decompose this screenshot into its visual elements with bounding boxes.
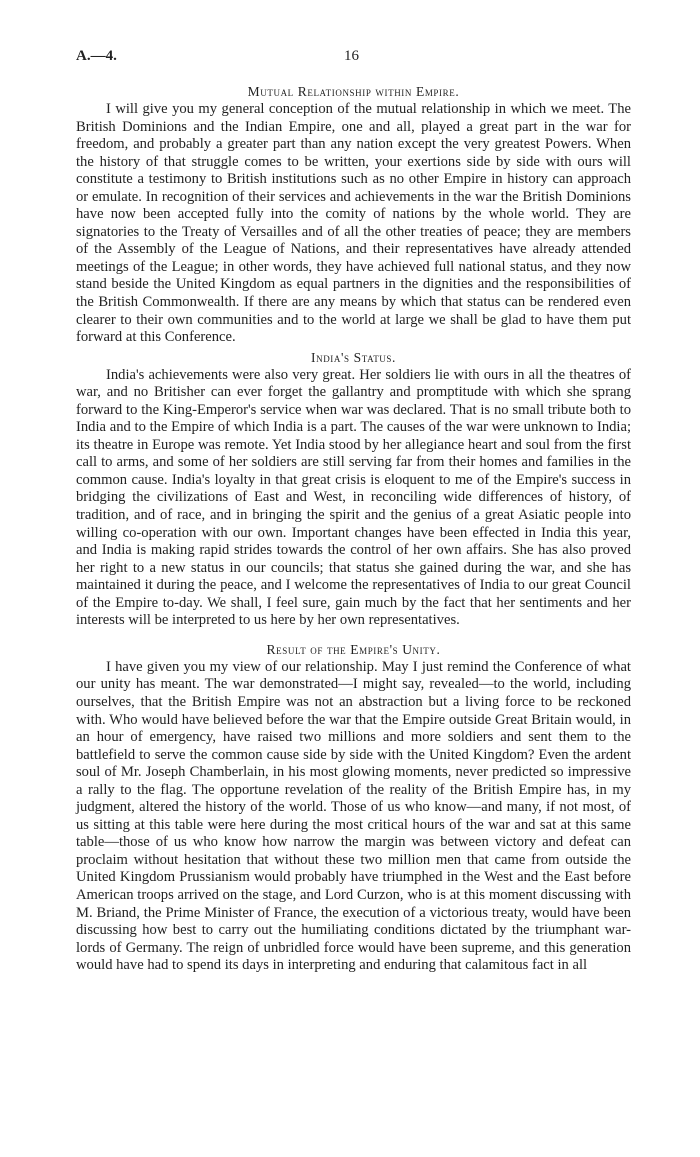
section-heading-mutual-relationship: Mutual Relationship within Empire. bbox=[247, 84, 460, 99]
section-heading-empire-unity: Result of the Empire's Unity. bbox=[266, 641, 441, 657]
section-paragraph-indias-status: India's achievements were also very great. Her soldiers lie with ours in all the theatres of war, and no Britisher can ever forget the gallantry and promptitude with which she sprang forward to the King-Emperor's service when war was declared. That is no small tribute both to India and to the Empire of which India is a part. The causes of the war were unknown to India; its theatre in Europe was remote. Yet India stood by her allegiance heart and soul from the first call to arms, and some of her soldiers are still serving far from their homes and families in the common cause. India's loyalty in that great crisis is eloquent to me of the Empire's success in bridging the civilizations of East and West, in reconciling wide differences of history, of tradition, and of race, and in bringing the spirit and the genius of a great Asiatic people into willing co-operation with our own. Important changes have been effected in India this year, and India is making rapid strides towards the control of her own affairs. She has also proved her right to a new status in our councils; that status she gained during the war, and she has maintained it during the peace, and I welcome the representatives of India to our great Council of the Empire to-day. We shall, I feel sure, gain much by the fact that her sentiments and her interests will be interpreted to us here by her own representatives. bbox=[76, 366, 631, 629]
document-reference: A.—4. bbox=[76, 48, 117, 64]
document-body bbox=[76, 82, 631, 975]
section-paragraph-mutual-relationship: I will give you my general conception of the mutual relationship in which we meet. The British Dominions and the Indian Empire, one and all, played a great part in the war for freedom, and probably a greater part than any nation except the very greatest Powers. When the history of that struggle comes to be written, your exertions side by side with ours will constitute a testimony to British institutions such as no other Empire in history can approach or emulate. In recognition of their services and achievements in the war the British Dominions have now been accepted fully into the comity of nations by the whole world. They are signatories to the Treaty of Versailles and of all the other treaties of peace; they are members of the Assembly of the League of Nations, and their representatives have already attended meetings of the League; in other words, they have achieved full national status, and they now stand beside the United Kingdom as equal partners in the dignities and the responsibilities of the British Commonwealth. If there are any means by which that status can be rendered even clearer to their own communities and to the world at large we shall be glad to have them put forward at this Conference. bbox=[76, 101, 631, 346]
page-number: 16 bbox=[344, 48, 359, 64]
section-heading-indias-status: India's Status. bbox=[311, 349, 396, 365]
section-paragraph-empire-unity: I have given you my view of our relationship. May I just remind the Conference of what our unity has meant. The war demonstrated—I might say, revealed—to the world, including ourselves, that the British Empire was not an abstraction but a living force to be reckoned with. Who would have believed before the war that the Empire outside Great Britain would, in an hour of emergency, have raised two millions and more soldiers and sent them to the battlefield to serve the common cause side by side with the United Kingdom? Even the ardent soul of Mr. Joseph Chamberlain, in his most glowing moments, never predicted so impressive a rally to the flag. The opportune revelation of the reality of the British Empire has, in my judgment, altered the history of the world. Those of us who know—and many, if not most, of us sitting at this table were here during the most critical hours of the war and sat at this same table—those of us who know how narrow the margin was between victory and defeat can proclaim without hesitation that without these two million men that came from outside the United Kingdom Prussianism would probably have triumphed in the West and the East before American troops arrived on the stage, and Lord Curzon, who is at this moment discussing with M. Briand, the Prime Minister of France, the execution of a victorious treaty, would have been discussing how best to carry out the humiliating conditions dictated by the triumphant war-lords of Germany. The reign of unbridled force would have been supreme, and this generation would have had to spend its days in interpreting and enduring that calamitous fact in all bbox=[76, 658, 631, 974]
page-header bbox=[76, 48, 636, 68]
